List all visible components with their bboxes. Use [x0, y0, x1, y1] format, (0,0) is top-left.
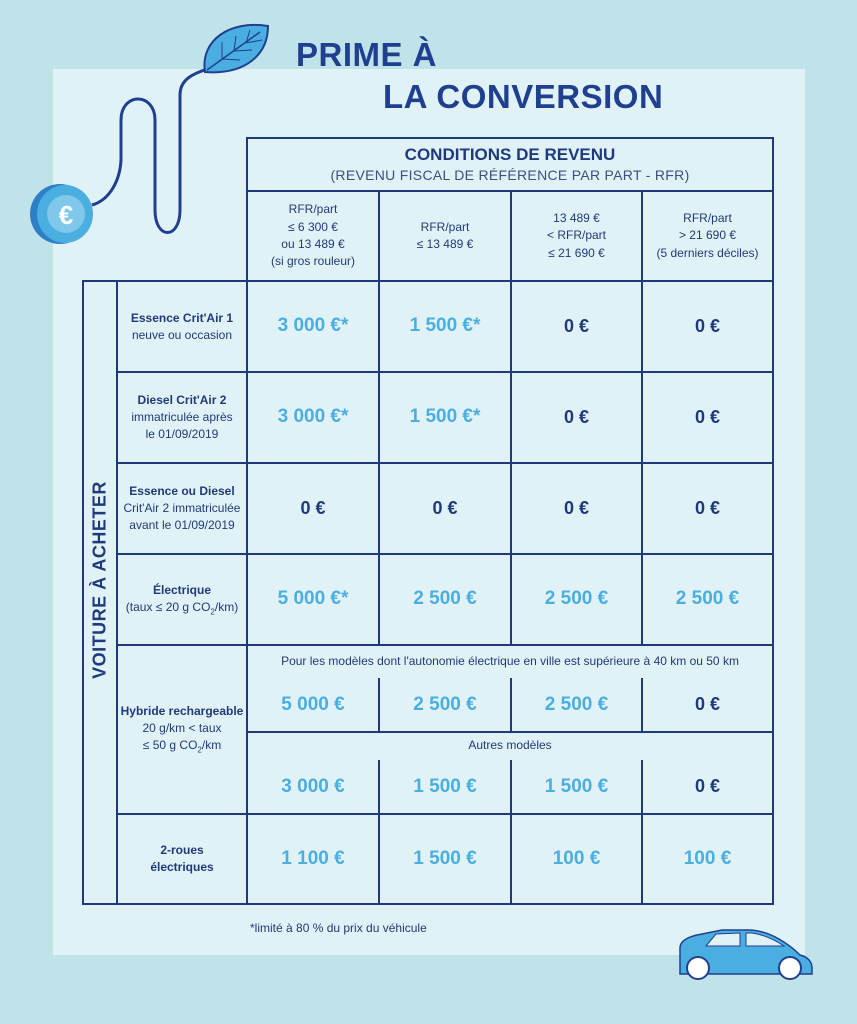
- row-header-bold: 2-roues: [160, 843, 204, 858]
- column-header-1-line: ou 13 489 €: [281, 237, 345, 251]
- row-header-text: Crit'Air 2 immatriculée: [123, 501, 241, 516]
- vertical-label: VOITURE À ACHETER: [89, 481, 110, 679]
- table-cell: 1 500 €: [413, 847, 477, 869]
- table-cell: 2 500 €: [544, 588, 609, 610]
- table-cell: 100 €: [552, 847, 601, 869]
- table-cell: 1 500 €: [413, 775, 477, 797]
- row-header-bold: Essence Crit'Air 1: [130, 310, 234, 325]
- header-main: CONDITIONS DE REVENU: [404, 145, 616, 165]
- table-cell: 5 000 €: [281, 693, 345, 715]
- column-header-4-line: (5 derniers déciles): [656, 245, 759, 260]
- column-header-2-line: ≤ 13 489 €: [416, 237, 474, 251]
- table-grid: [83, 138, 773, 904]
- column-header-1-line: RFR/part: [288, 202, 338, 217]
- car-icon: [680, 930, 812, 979]
- hybrid-note-autonomy: Pour les modèles dont l'autonomie électrique en ville est supérieure à 40 km ou 50 km: [281, 653, 739, 668]
- row-header-text: immatriculée après: [131, 410, 233, 425]
- column-header-4-line: RFR/part: [683, 210, 732, 225]
- page-title-line-1: PRIME À: [296, 36, 438, 73]
- row-header-text-part: /km: [201, 738, 222, 752]
- svg-text:€: €: [58, 200, 74, 230]
- table-cell: 2 500 €: [413, 588, 477, 610]
- row-header-text-part: ≤ 50 g CO: [142, 738, 198, 752]
- row-header-bold: Hybride rechargeable: [120, 704, 244, 719]
- page-title-line-2: LA CONVERSION: [383, 78, 664, 115]
- table-cell: 0 €: [694, 406, 721, 427]
- row-header-text-part: /km): [214, 599, 239, 614]
- table-cell: 100 €: [683, 847, 732, 869]
- table-cell: 0 €: [432, 497, 458, 518]
- row-header-text: le 01/09/2019: [145, 426, 219, 441]
- hybrid-note-other: Autres modèles: [468, 738, 552, 753]
- column-header-4-line: > 21 690 €: [678, 228, 737, 243]
- table-cell: 1 500 €: [544, 775, 609, 797]
- row-header-text: avant le 01/09/2019: [129, 517, 235, 532]
- row-header-bold: Électrique: [152, 582, 212, 597]
- table-cell: 5 000 €*: [277, 588, 349, 610]
- column-header-3-line: ≤ 21 690 €: [548, 245, 605, 260]
- row-header-bold: Diesel Crit'Air 2: [137, 393, 227, 408]
- table-cell: 0 €: [694, 776, 721, 797]
- table-cell: 0 €: [694, 694, 721, 715]
- footnote: *limité à 80 % du prix du véhicule: [250, 921, 427, 935]
- table-cell: 1 500 €*: [409, 315, 481, 337]
- charging-cable: [92, 64, 222, 233]
- table-cell: 1 100 €: [281, 847, 345, 869]
- table-cell: 3 000 €: [281, 775, 345, 797]
- column-header-3-line: < RFR/part: [546, 228, 606, 243]
- row-header-text-part: (taux ≤ 20 g CO: [125, 599, 211, 614]
- header-sub: (REVENU FISCAL DE RÉFÉRENCE PAR PART - RFR): [330, 167, 690, 184]
- column-header-3-line: 13 489 €: [553, 210, 600, 225]
- table-cell: 0 €: [563, 497, 590, 518]
- row-header-text: neuve ou occasion: [131, 327, 233, 342]
- column-header-1-line: ≤ 6 300 €: [288, 219, 338, 234]
- column-header-2-line: RFR/part: [420, 219, 470, 234]
- leaf-icon: [204, 25, 268, 72]
- table-cell: 0 €: [300, 497, 326, 518]
- table-cell: 2 500 €: [413, 693, 477, 715]
- euro-coin-icon: [30, 184, 93, 244]
- table-cell: 0 €: [694, 315, 721, 336]
- row-header-bold: électriques: [150, 860, 214, 874]
- table-cell: 0 €: [563, 315, 590, 336]
- row-header-subscript: 2: [210, 607, 215, 616]
- table-cell: 3 000 €*: [277, 406, 349, 428]
- table-cell: 3 000 €*: [277, 315, 349, 337]
- table-cell: 1 500 €*: [409, 406, 481, 428]
- row-header-bold: Essence ou Diesel: [129, 484, 235, 499]
- table-cell: 2 500 €: [675, 588, 740, 610]
- table-cell: 0 €: [563, 406, 590, 427]
- table-cell: 2 500 €: [544, 693, 609, 715]
- row-header-subscript: 2: [197, 745, 202, 755]
- row-header-text: 20 g/km < taux: [142, 721, 222, 736]
- column-header-1-line: (si gros rouleur): [270, 254, 356, 269]
- table-cell: 0 €: [694, 497, 721, 518]
